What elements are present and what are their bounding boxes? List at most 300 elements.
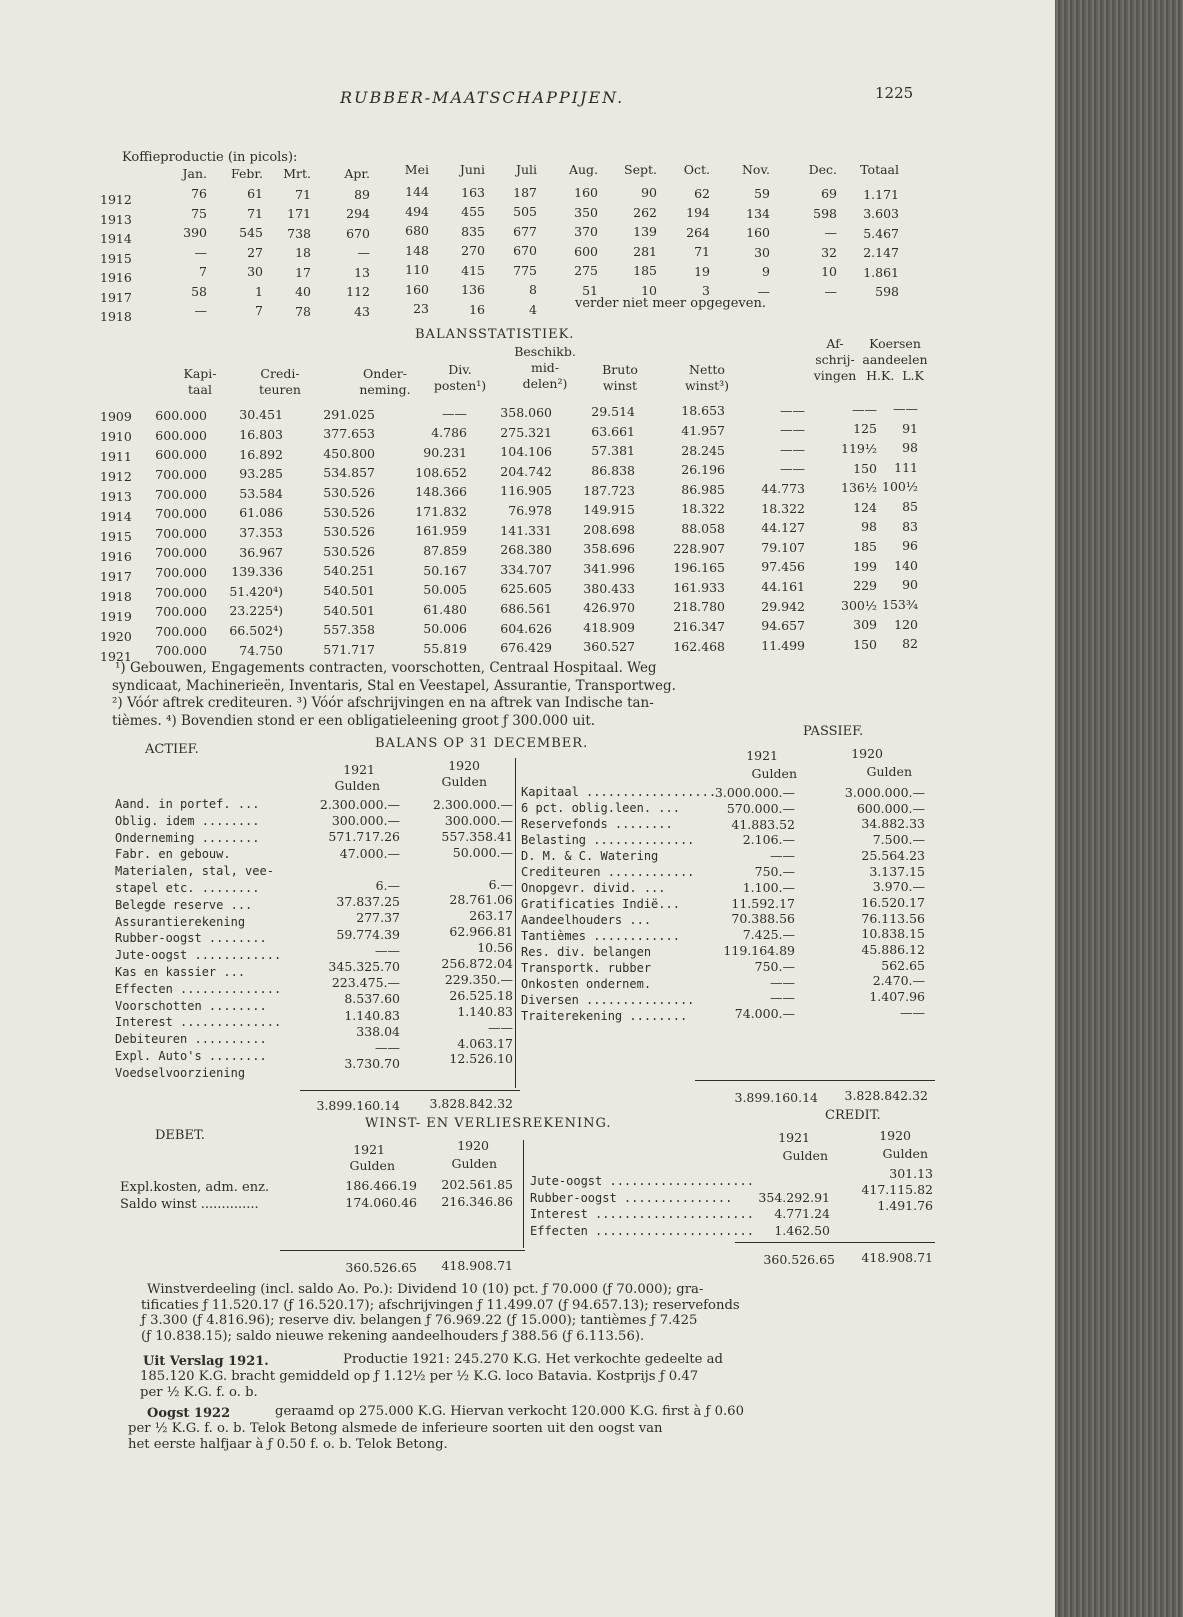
balansstat-col-header: Af- schrij- vingen — [813, 336, 857, 383]
koffie-cell: 670 — [513, 243, 537, 259]
balansstat-cell: —— — [780, 461, 805, 477]
balansstat-cell: 119½ — [841, 441, 877, 456]
passief-total-1921: 3.899.160.14 — [734, 1090, 818, 1105]
running-title: RUBBER-MAATSCHAPPIJEN. — [340, 88, 625, 107]
credit-total-1921: 360.526.65 — [763, 1252, 835, 1267]
verslag-line: 185.120 K.G. bracht gemiddeld op ƒ 1.12½ per ½ K.G. loco Batavia. Kostprijs ƒ 0.47 — [140, 1369, 699, 1384]
actief-item-label: Voedselvoorziening — [115, 1065, 246, 1080]
balansstat-year: 1919 — [100, 609, 132, 624]
balansstat-cell: 36.967 — [239, 544, 283, 560]
koffie-cell: 835 — [461, 223, 485, 239]
passief-item-label: Crediteuren ............ — [521, 865, 695, 879]
koffie-col-header: Apr. — [344, 166, 370, 181]
balansstat-cell: 700.000 — [155, 643, 207, 659]
balansstat-cell: 540.251 — [323, 563, 375, 579]
balansstat-col-header: Onder- neming. — [359, 366, 411, 397]
koffie-cell: 294 — [346, 206, 370, 222]
balansstat-cell: 93.285 — [239, 466, 283, 482]
balansstat-col-header: Credi- teuren — [259, 366, 301, 397]
balansstat-cell: 700.000 — [155, 525, 207, 541]
koffie-year: 1913 — [100, 211, 132, 227]
passief-1921: —— — [770, 974, 795, 990]
actief-1920: 557.358.41 — [441, 828, 513, 844]
koffie-cell: 27 — [247, 244, 263, 260]
koffie-cell: 112 — [346, 284, 370, 300]
footnote-line: ²) Vóór aftrek crediteuren. ³) Vóór afschrijvingen en na aftrek van Indische tan- — [112, 695, 654, 711]
passief-1920: 25.564.23 — [861, 847, 925, 863]
balansstat-cell: 600.000 — [155, 427, 207, 443]
koffie-cell: 19 — [694, 263, 710, 279]
credit-total-rule — [735, 1242, 935, 1243]
balansstat-year: 1917 — [100, 569, 132, 584]
passief-item-label: Onkosten ondernem. — [521, 977, 652, 991]
balansstat-cell: 185 — [853, 539, 877, 554]
balansstat-cell: —— — [780, 422, 805, 438]
actief-1921: 223.475.— — [331, 975, 400, 991]
winstverdeeling-line: tificaties ƒ 11.520.17 (ƒ 16.520.17); afschrijvingen ƒ 11.499.07 (ƒ 94.657.13); reservefonds — [141, 1297, 740, 1313]
actief-1920: 263.17 — [469, 908, 513, 924]
credit-unit: Gulden — [882, 1146, 928, 1161]
actief-item-label: Belegde reserve ... — [115, 897, 253, 912]
actief-item-label: Voorschotten ........ — [115, 998, 267, 1013]
balansstat-cell: 571.717 — [323, 641, 375, 657]
passief-unit: Gulden — [751, 766, 797, 781]
balansstat-cell: 530.526 — [323, 485, 375, 500]
balansstat-cell: 16.803 — [239, 427, 283, 442]
document-page — [95, 0, 1045, 1617]
balansstat-cell: 600.000 — [155, 447, 207, 463]
passief-1920: 2.470.— — [872, 973, 925, 989]
balansstat-cell: 50.006 — [423, 621, 467, 637]
balansstat-cell: 216.347 — [673, 619, 725, 634]
balansstat-cell: 204.742 — [500, 463, 552, 479]
koffie-cell: — — [194, 303, 207, 318]
balans-divider — [515, 758, 516, 1088]
passief-year-1921: 1921 — [746, 748, 778, 763]
balansstat-col-header: Beschikb. mid- delen²) — [514, 344, 576, 391]
balansstat-cell: 300½ — [841, 597, 877, 613]
debet-unit: Gulden — [349, 1158, 395, 1173]
koffie-cell: 10 — [641, 282, 657, 298]
credit-1920: 1.491.76 — [877, 1198, 933, 1214]
koffie-year: 1917 — [100, 289, 132, 305]
passief-1921: 750.— — [754, 958, 795, 974]
balansstat-cell: 334.707 — [500, 561, 552, 577]
balansstat-col-header: Div. posten¹) — [433, 362, 487, 393]
koffie-col-header: Oct. — [683, 162, 710, 177]
koffie-cell: 281 — [633, 243, 657, 259]
balansstat-cell: 360.527 — [583, 639, 635, 655]
koffie-cell: 90 — [641, 185, 657, 201]
actief-label: ACTIEF. — [145, 742, 199, 757]
koffie-cell: 262 — [633, 204, 657, 220]
koffie-cell: 160 — [574, 185, 598, 201]
koffie-cell: 600 — [574, 243, 598, 259]
balansstat-cell: 29.514 — [591, 404, 635, 420]
credit-item-label: Effecten ...................... — [530, 1223, 754, 1238]
koffie-cell: 494 — [405, 203, 429, 219]
koffie-cell: 43 — [354, 303, 370, 319]
balansstat-year: 1914 — [100, 509, 132, 524]
balansstat-cell: 700.000 — [155, 565, 207, 580]
balansstat-cell: 229 — [853, 578, 877, 594]
footnote-line: ¹) Gebouwen, Engagements contracten, voorschotten, Centraal Hospitaal. Weg — [115, 660, 657, 676]
koffie-cell: 58 — [191, 283, 207, 299]
oogst-line: per ½ K.G. f. o. b. Telok Betong alsmede de inferieure soorten uit den oogst van — [128, 1421, 663, 1436]
debet-year-1920: 1920 — [457, 1138, 489, 1153]
passief-total-1920: 3.828.842.32 — [844, 1088, 928, 1103]
passief-item-label: 6 pct. oblig.leen. ... — [521, 801, 680, 815]
actief-1921: —— — [375, 1040, 400, 1055]
balansstat-cell: 161.933 — [673, 579, 725, 595]
verslag-line: Productie 1921: 245.270 K.G. Het verkochte gedeelte ad — [343, 1352, 723, 1367]
koffie-cell: 3 — [702, 283, 710, 299]
balansstat-year: 1915 — [100, 529, 132, 544]
passief-1921: 1.100.— — [742, 879, 795, 895]
koffie-cell: 350 — [574, 204, 598, 220]
balans-title: BALANS OP 31 DECEMBER. — [375, 736, 589, 751]
koffie-col-header: Juni — [459, 162, 485, 177]
credit-1921: 4.771.24 — [774, 1206, 830, 1222]
credit-item-label: Interest ...................... — [530, 1207, 754, 1221]
balansstat-cell: 150 — [853, 637, 877, 652]
koffie-cell: 370 — [574, 224, 598, 240]
balansstat-col-header: Bruto winst — [602, 362, 638, 393]
koffie-cell: 71 — [694, 244, 710, 260]
koffie-cell: — — [824, 225, 837, 241]
balansstat-cell: 4.786 — [431, 425, 467, 441]
balansstat-cell: 74.750 — [239, 642, 283, 658]
koffie-cell: — — [357, 245, 370, 261]
balansstat-cell: 120 — [894, 616, 918, 632]
koffie-col-header: Dec. — [808, 162, 837, 177]
koffie-cell: 270 — [461, 243, 485, 258]
passief-total-rule — [695, 1080, 935, 1081]
balansstat-cell: 57.381 — [591, 443, 635, 459]
actief-1921: 277.37 — [356, 910, 400, 926]
oogst-line: geraamd op 275.000 K.G. Hiervan verkocht 120.000 K.G. first à ƒ 0.60 — [275, 1404, 744, 1419]
balansstat-cell: —— — [442, 405, 467, 421]
passief-1920: 76.113.56 — [861, 910, 925, 926]
credit-label: CREDIT. — [825, 1108, 881, 1123]
balansstat-cell: 140 — [894, 557, 918, 573]
actief-total-1920: 3.828.842.32 — [429, 1096, 513, 1111]
passief-item-label: Transportk. rubber — [521, 961, 652, 975]
balansstat-cell: 275.321 — [500, 424, 552, 440]
balansstat-cell: 108.652 — [415, 464, 467, 480]
balansstat-year: 1913 — [100, 489, 132, 504]
passief-1920: 34.882.33 — [861, 816, 925, 832]
balansstat-cell: 124 — [853, 499, 877, 515]
balansstat-cell: 686.561 — [500, 601, 552, 616]
balansstat-cell: 98 — [902, 440, 918, 456]
passief-1921: 41.883.52 — [731, 816, 795, 832]
winstverdeeling-line: (ƒ 10.838.15); saldo nieuwe rekening aandeelhouders ƒ 388.56 (ƒ 6.113.56). — [141, 1328, 645, 1344]
winst-divider — [523, 1140, 524, 1248]
koffie-cell: 30 — [754, 244, 770, 260]
actief-1920: 256.872.04 — [441, 956, 513, 971]
balansstat-cell: 700.000 — [155, 545, 207, 561]
actief-1921: 8.537.60 — [344, 991, 400, 1007]
balansstat-year: 1916 — [100, 549, 132, 564]
winst-title: WINST- EN VERLIESREKENING. — [365, 1116, 612, 1131]
actief-1921: 3.730.70 — [344, 1056, 400, 1072]
balansstat-cell: 18.322 — [681, 501, 725, 517]
balansstat-cell: 162.468 — [673, 638, 725, 654]
koffie-cell: 2.147 — [863, 245, 899, 261]
balansstat-cell: 104.106 — [500, 444, 552, 460]
credit-item-label: Jute-oogst .................... — [530, 1174, 754, 1188]
passief-1920: 3.970.— — [872, 879, 925, 895]
balansstat-cell: 150 — [853, 460, 877, 476]
koffie-cell: 455 — [461, 204, 485, 219]
debet-1920: 216.346.86 — [441, 1194, 513, 1209]
balansstat-cell: 90 — [902, 577, 918, 593]
balansstat-cell: 30.451 — [239, 407, 283, 423]
actief-1920: 62.966.81 — [449, 924, 513, 940]
passief-item-label: Kapitaal .................. — [521, 785, 717, 799]
credit-1921: 354.292.91 — [758, 1190, 830, 1206]
balansstat-cell: 148.366 — [415, 484, 467, 500]
passief-1921: 750.— — [754, 864, 795, 879]
balansstat-year: 1911 — [100, 449, 132, 464]
balansstat-cell: 187.723 — [583, 482, 635, 498]
actief-1921: 338.04 — [356, 1023, 400, 1039]
actief-item-label: Jute-oogst ............ — [115, 948, 282, 963]
actief-1920: 50.000.— — [452, 844, 513, 860]
actief-item-label: Materialen, stal, vee- — [115, 864, 274, 879]
balansstat-cell: 139.336 — [231, 564, 283, 580]
actief-item-label: stapel etc. ........ — [115, 881, 260, 895]
balansstat-col-header: Kapi- taal — [183, 366, 217, 397]
balansstat-cell: 96 — [902, 538, 918, 554]
koffie-cell: 680 — [405, 223, 429, 239]
balansstat-cell: 100½ — [882, 479, 918, 495]
passief-item-label: D. M. & C. Watering — [521, 849, 659, 863]
balansstat-cell: 196.165 — [673, 560, 725, 576]
koffie-col-header: Mrt. — [283, 166, 311, 181]
balansstat-cell: 16.892 — [239, 446, 283, 462]
balansstat-col-header: Netto winst³) — [684, 362, 730, 393]
actief-unit: Gulden — [334, 778, 380, 793]
balansstat-cell: 79.107 — [761, 539, 805, 555]
credit-1920: 301.13 — [889, 1166, 933, 1181]
credit-item-label: Rubber-oogst ............... — [530, 1190, 733, 1205]
koffie-cell: 9 — [762, 264, 770, 279]
koffie-cell: 598 — [875, 284, 899, 300]
actief-1920: 229.350.— — [444, 971, 513, 987]
verslag-heading: Uit Verslag 1921. — [143, 1354, 269, 1369]
balansstat-cell: 700.000 — [155, 467, 207, 482]
credit-year-1920: 1920 — [879, 1128, 911, 1143]
balansstat-cell: 53.584 — [239, 485, 283, 501]
book-page-edges — [1055, 0, 1183, 1617]
koffie-col-header: Totaal — [860, 162, 899, 177]
balansstat-cell: 530.526 — [323, 543, 375, 559]
passief-1921: 70.388.56 — [731, 911, 795, 927]
balansstat-cell: 700.000 — [155, 486, 207, 502]
koffie-year: 1918 — [100, 309, 132, 324]
balansstat-cell: —— — [893, 401, 918, 416]
balansstat-cell: 540.501 — [323, 602, 375, 618]
balansstat-cell: 83 — [902, 518, 918, 534]
balansstat-cell: 51.420⁴) — [229, 583, 283, 599]
koffie-cell: 163 — [461, 184, 485, 200]
balansstat-cell: 358.060 — [500, 405, 552, 420]
passief-1921: 570.000.— — [726, 800, 795, 816]
passief-1921: 74.000.— — [734, 1006, 795, 1022]
balansstat-cell: 380.433 — [583, 580, 635, 596]
balansstat-cell: —— — [780, 441, 805, 457]
koffie-cell: 1.861 — [863, 264, 899, 280]
credit-1920: 417.115.82 — [861, 1182, 933, 1198]
actief-1920: —— — [488, 1019, 513, 1035]
actief-1921: 571.717.26 — [328, 829, 400, 845]
balansstat-cell: 604.626 — [500, 620, 552, 636]
passief-1920: 16.520.17 — [861, 894, 925, 910]
balansstat-cell: 700.000 — [155, 506, 207, 522]
balansstat-cell: 18.322 — [761, 500, 805, 516]
actief-1920: 12.526.10 — [449, 1051, 513, 1067]
winstverdeeling-line: Winstverdeeling (incl. saldo Ao. Po.): Dividend 10 (10) pct. ƒ 70.000 (ƒ 70.000); gra- — [147, 1282, 704, 1297]
oogst-heading: Oogst 1922 — [147, 1406, 231, 1421]
balansstat-cell: 377.653 — [323, 426, 375, 442]
passief-item-label: Aandeelhouders ... — [521, 913, 652, 927]
balansstat-cell: 534.857 — [323, 465, 375, 481]
koffie-cell: 75 — [191, 205, 207, 221]
actief-item-label: Aand. in portef. ... — [115, 797, 260, 811]
page-number: 1225 — [875, 84, 914, 102]
passief-1920: 1.407.96 — [869, 989, 925, 1005]
actief-total-rule — [300, 1090, 520, 1091]
debet-year-1921: 1921 — [353, 1142, 385, 1157]
balansstat-cell: 153¾ — [882, 597, 918, 612]
koffie-cell: — — [194, 244, 207, 260]
koffie-note: verder niet meer opgegeven. — [575, 296, 766, 311]
koffie-cell: — — [757, 283, 770, 299]
balansstat-cell: 141.331 — [500, 522, 552, 538]
balansstat-cell: 625.605 — [500, 581, 552, 597]
passief-1920: 3.137.15 — [869, 863, 925, 879]
balansstat-cell: 18.653 — [681, 403, 725, 419]
balansstat-cell: 61.480 — [423, 601, 467, 617]
koffie-cell: 415 — [461, 262, 485, 278]
balansstat-cell: 228.907 — [673, 540, 725, 556]
actief-year-1920: 1920 — [448, 758, 480, 773]
actief-1920: 2.300.000.— — [432, 797, 513, 812]
balansstat-cell: 309 — [853, 617, 877, 633]
actief-1921: 345.325.70 — [328, 959, 400, 974]
actief-item-label: Expl. Auto's ........ — [115, 1049, 267, 1063]
balansstat-cell: 676.429 — [500, 640, 552, 656]
passief-item-label: Tantièmes ............ — [521, 929, 680, 943]
balansstat-cell: 66.502⁴) — [229, 623, 283, 638]
balansstat-cell: 418.909 — [583, 619, 635, 635]
koffie-cell: 7 — [255, 303, 263, 319]
koffie-cell: 89 — [354, 186, 370, 202]
actief-1921: —— — [375, 942, 400, 958]
balansstat-cell: 82 — [902, 636, 918, 652]
balansstat-cell: 149.915 — [583, 502, 635, 518]
balansstat-cell: 426.970 — [583, 600, 635, 616]
debet-1921: 186.466.19 — [345, 1178, 417, 1193]
koffie-cell: 134 — [746, 205, 770, 221]
balansstat-cell: 28.245 — [681, 442, 725, 458]
balansstat-cell: 55.819 — [423, 641, 467, 656]
debet-total-rule — [280, 1250, 525, 1251]
koffie-cell: 1 — [255, 283, 263, 299]
passief-1920: 562.65 — [881, 957, 925, 973]
koffie-cell: 40 — [295, 284, 311, 300]
passief-1920: 3.000.000.— — [844, 785, 925, 800]
passief-1920: 7.500.— — [872, 832, 925, 848]
koffie-cell: 144 — [405, 184, 429, 200]
passief-1921: —— — [770, 990, 795, 1006]
balansstat-cell: 540.501 — [323, 583, 375, 598]
koffie-cell: 3.603 — [863, 206, 899, 222]
koffie-year: 1916 — [100, 270, 132, 285]
koffie-cell: 32 — [821, 244, 837, 260]
koffie-cell: 194 — [686, 205, 710, 221]
balansstat-cell: 76.978 — [508, 503, 552, 518]
actief-1920: 4.063.17 — [457, 1035, 513, 1051]
balansstat-cell: 61.086 — [239, 505, 283, 521]
balansstat-cell: 161.959 — [415, 523, 467, 539]
balansstat-cell: 218.780 — [673, 599, 725, 615]
balansstat-cell: 44.127 — [761, 520, 805, 536]
balansstat-cell: 91 — [902, 420, 918, 436]
koffie-cell: 5.467 — [863, 225, 899, 241]
balansstat-year: 1920 — [100, 629, 132, 644]
koffie-cell: 110 — [405, 262, 429, 278]
footnote-line: syndicaat, Machinerieën, Inventaris, Stal en Veestapel, Assurantie, Transportweg. — [112, 677, 676, 694]
koffie-cell: 275 — [574, 263, 598, 279]
debet-total-1921: 360.526.65 — [345, 1260, 417, 1275]
balansstat-year: 1921 — [100, 649, 132, 664]
actief-item-label: Oblig. idem ........ — [115, 813, 260, 828]
koffie-cell: 13 — [354, 264, 370, 280]
koffie-col-header: Jan. — [182, 166, 207, 181]
balansstat-cell: 26.196 — [681, 462, 725, 478]
passief-1920: 45.886.12 — [861, 942, 925, 957]
balansstat-cell: 291.025 — [323, 406, 375, 422]
actief-unit: Gulden — [441, 774, 487, 789]
balansstat-cell: 700.000 — [155, 584, 207, 600]
actief-1921: 59.774.39 — [336, 926, 400, 942]
actief-year-1921: 1921 — [343, 762, 375, 777]
balansstat-cell: 88.058 — [681, 521, 725, 536]
debet-1920: 202.561.85 — [441, 1177, 513, 1192]
koffie-cell: 23 — [413, 301, 429, 317]
koffie-cell: 71 — [247, 205, 263, 221]
balansstat-cell: 85 — [902, 499, 918, 514]
balansstat-year: 1912 — [100, 469, 132, 484]
balansstat-cell: 111 — [894, 459, 918, 475]
koffie-cell: 10 — [821, 264, 837, 280]
verslag-line: per ½ K.G. f. o. b. — [140, 1385, 258, 1400]
credit-1921: 1.462.50 — [774, 1222, 830, 1238]
footnote-line: tièmes. ⁴) Bovendien stond er een obligatieleening groot ƒ 300.000 uit. — [112, 712, 596, 729]
actief-1921: 47.000.— — [339, 845, 400, 861]
balansstat-cell: 50.005 — [423, 582, 467, 598]
passief-item-label: Onopgevr. divid. ... — [521, 881, 666, 895]
koffie-cell: 69 — [821, 186, 837, 202]
koffie-cell: 1.171 — [863, 186, 899, 202]
actief-item-label: Rubber-oogst ........ — [115, 931, 267, 946]
koffie-cell: 61 — [247, 186, 263, 202]
balansstat-title: BALANSSTATISTIEK. — [415, 327, 575, 342]
koffie-cell: 187 — [513, 184, 537, 200]
